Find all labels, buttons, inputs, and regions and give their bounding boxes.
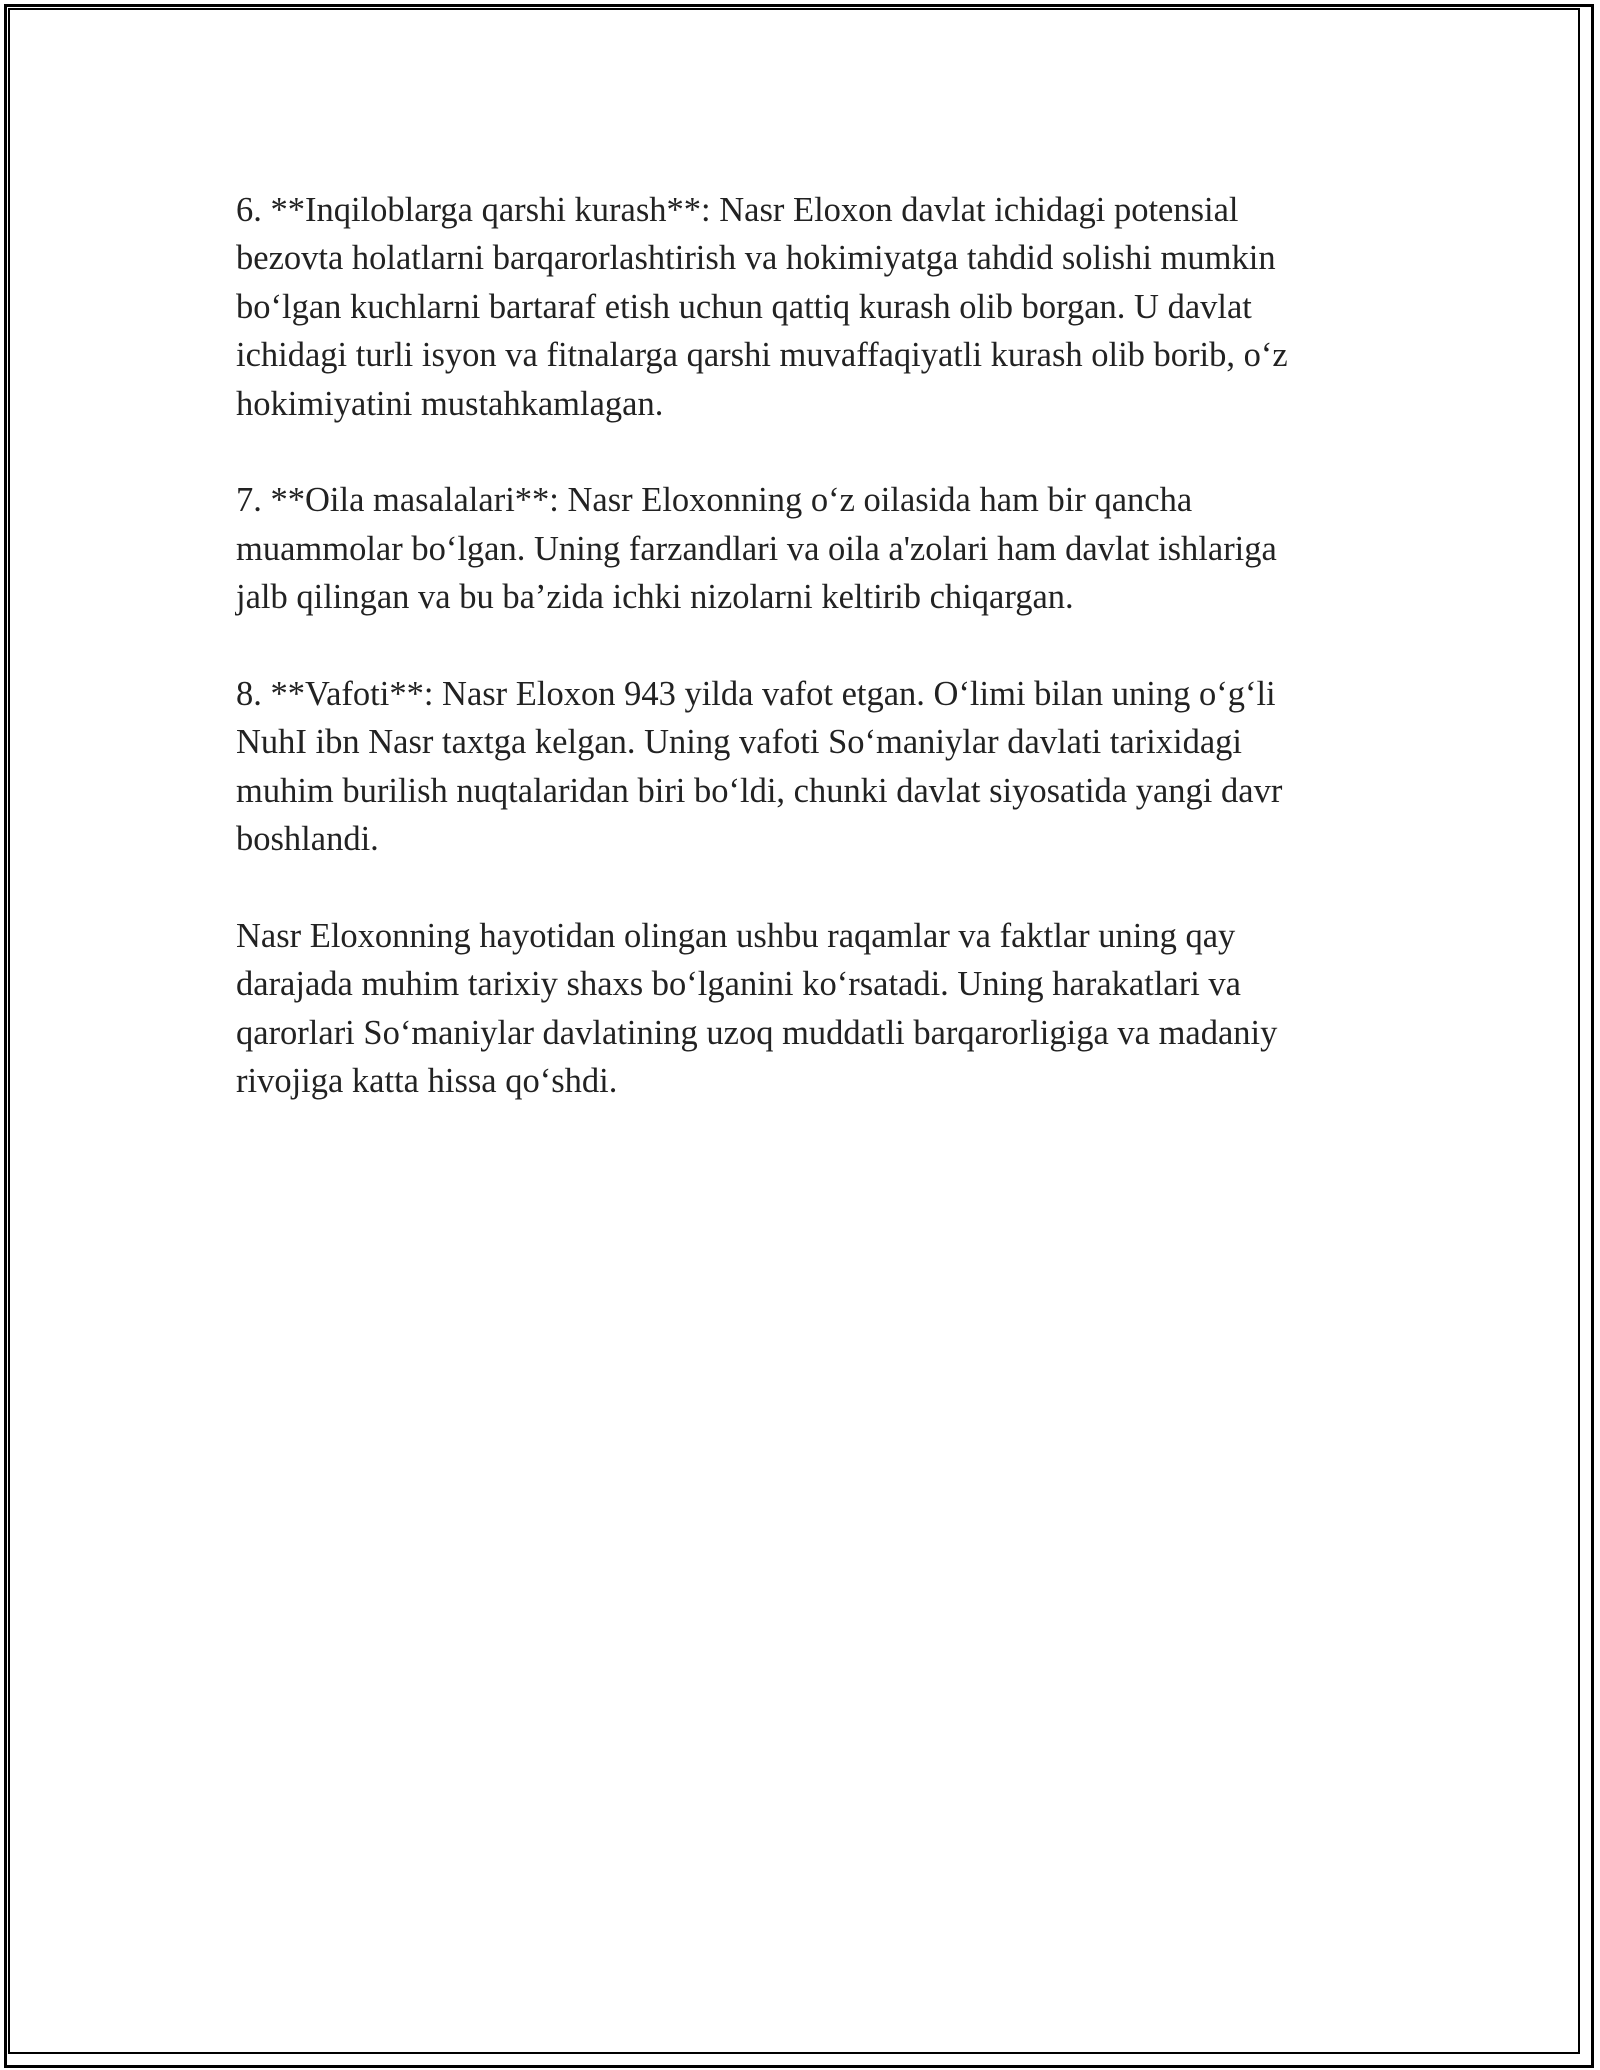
paragraph-item-6: 6. **Inqiloblarga qarshi kurash**: Nasr Eloxon davlat ichidagi potensial bezovta holatlarni barqarorlashtirish va hokimiyatga tahdid solishi mumkin bo‘lgan kuchlarni bartaraf etish uchun qattiq kurash olib borgan. U davlat ichidagi turli isyon va fitnalarga qarshi muvaffaqiyatli kurash olib borib, o‘z hokimiyatini mustahkamlagan. <box>236 191 1288 423</box>
document-body <box>236 186 1364 1154</box>
paragraph-item-8: 8. **Vafoti**: Nasr Eloxon 943 yilda vafot etgan. O‘limi bilan uning o‘g‘li NuhI ibn Nasr taxtga kelgan. Uning vafoti So‘maniylar davlati tarixidagi muhim burilish nuqtalaridan biri bo‘ldi, chunki davlat siyosatida yangi davr boshlandi. <box>236 675 1283 859</box>
paragraph-conclusion: Nasr Eloxonning hayotidan olingan ushbu raqamlar va faktlar uning qay darajada muhim tarixiy shaxs bo‘lganini ko‘rsatadi. Uning harakatlari va qarorlari So‘maniylar davlatining uzoq muddatli barqarorligiga va madaniy rivojiga katta hissa qo‘shdi. <box>236 917 1278 1101</box>
paragraph-item-7: 7. **Oila masalalari**: Nasr Eloxonning o‘z oilasida ham bir qancha muammolar bo‘lgan. Uning farzandlari va oila a'zolari ham davlat ishlariga jalb qilingan va bu ba’zida ichki nizolarni keltirib chiqargan. <box>236 481 1277 617</box>
